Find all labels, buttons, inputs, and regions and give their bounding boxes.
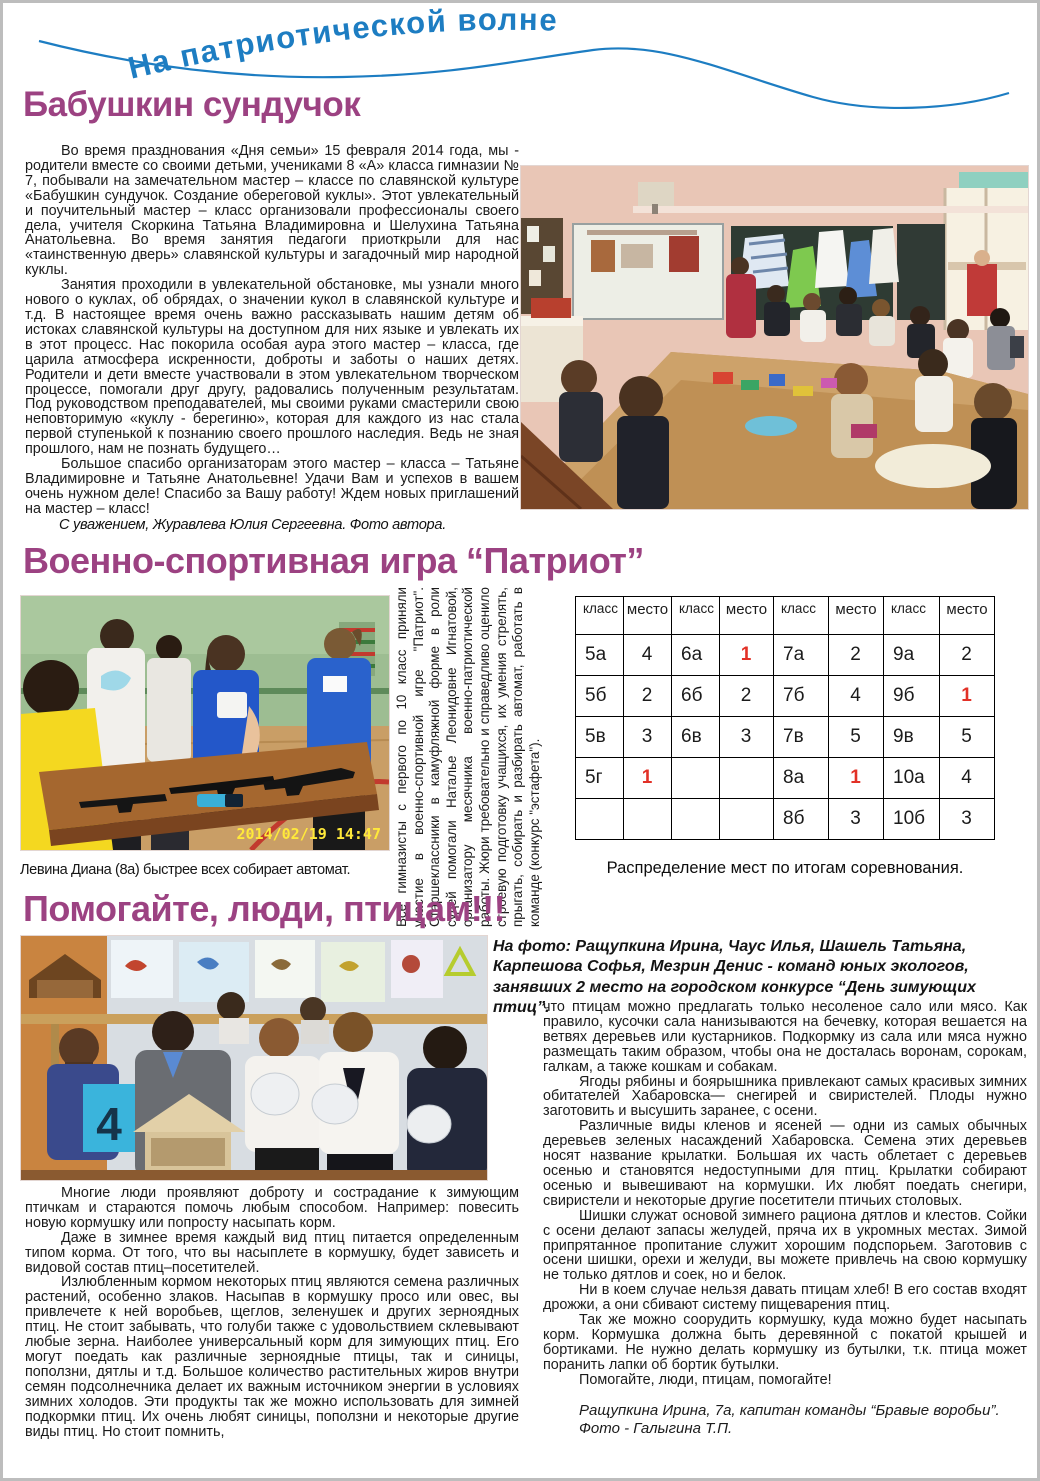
table-cell: 3 (829, 799, 884, 840)
results-table-body (576, 635, 995, 840)
paragraph: Во время празднования «Дня семьи» 15 февраля 2014 года, мы - родители вместе со своими детьми, учениками 8 «А» класса гимназии № 7, побывали на замечательном мастер – классе по славянской культуре «Бабушкин сундучок. Создание обереговой куклы». Этот увлекательный и поучительный мастер – класс организовали профессионалы своего дела, учителя Скоркина Татьяна Владимировна и Шелухина Татьяна Анатольевна. Во время занятия педагоги приоткрыли для нас «таинственную дверь» славянской культуры и загадочный мир народной куклы. (25, 144, 519, 279)
table-row (576, 635, 995, 676)
photo-bird-team-art (21, 936, 487, 1180)
photo-bird-team (20, 935, 488, 1181)
paragraph: Даже в зимнее время каждый вид птиц питается определенным типом корма. От того, что вы насыплете в кормушку, будет зависеть и видовой состав птиц–посетителей. (25, 1229, 519, 1276)
table-cell (720, 799, 774, 840)
results-table (575, 596, 995, 840)
results-table-head-row (576, 597, 995, 635)
article3-title: Помогайте, люди, птицам!!! (23, 888, 506, 929)
photo-gym-art (21, 596, 389, 850)
photo-masterclass-art (521, 166, 1028, 509)
article3-right-column (543, 1000, 1027, 1478)
table-header-cell: место (940, 597, 995, 635)
article3-signatures (543, 1402, 1027, 1439)
table-header-cell: место (829, 597, 884, 635)
signature-line: Ращупкина Ирина, 7а, капитан команды “Бравые воробьи”. (579, 1401, 1000, 1419)
table-cell: 8а (774, 758, 829, 799)
table-cell: 7а (774, 635, 829, 676)
paragraph: Большое спасибо организаторам этого мастер – класса – Татьяне Владимировне и Татьяне Анатольевне! Удачи Вам и успехов в вашем очень нужном деле! Спасибо за Вашу работу! Ждем новых приглашений на мастер – класс! (25, 456, 519, 515)
table-header-cell: класс (884, 597, 940, 635)
table-cell (576, 799, 624, 840)
table-cell: 1 (624, 758, 672, 799)
table-cell: 5а (576, 635, 624, 676)
paragraph: Так же можно соорудить кормушку, куда можно будет насыпать корм. Кормушка должна быть деревянной с покатой крышей и бортиками. Не нужно делать кормушку из бутылки, т.к. птица может поранить лапки об бортик бутылки. (543, 1312, 1027, 1373)
team-number-card: 4 (96, 1098, 122, 1150)
table-cell: 5г (576, 758, 624, 799)
table-row (576, 758, 995, 799)
sidebar-text: Все гимназисты с первого по 10 класс приняли участие в военно-спортивной игре "Патриот". Старшеклассники в камуфляжной форме в роли судей помогали Наталье Леонидовне Игнатовой, организатору месячника военно-патриотической работы. Жюри требовательно и справедливо оценило строевую подготовку учащихся, их умения стрелять, прыгать, собирать и разбирать автомат, работать в команде (конкурс "эстафета"). (394, 587, 542, 927)
table-cell: 3 (624, 717, 672, 758)
table-header-cell: класс (672, 597, 720, 635)
photo-bird-team-note: На фото: Ращупкина Ирина, Чаус Илья, Шашель Татьяна, Карпешова Софья, Мезрин Денис - команд юных экологов, занявших 2 место на городском конкурсе “День зимующих птиц”. (493, 938, 976, 1016)
table-cell: 10а (884, 758, 940, 799)
table-row (576, 799, 995, 840)
table-header-cell: класс (576, 597, 624, 635)
table-cell (624, 799, 672, 840)
table-cell: 4 (624, 635, 672, 676)
results-table-caption: Распределение мест по итогам соревнования. (606, 859, 964, 877)
table-cell: 5 (940, 717, 995, 758)
paragraph: Многие люди проявляют доброту и сострадание к зимующим птичкам и стараются помочь любым способом. Например: повесить новую кормушку или попросту насыпать корм. (25, 1186, 519, 1231)
table-row (576, 717, 995, 758)
table-cell: 2 (829, 635, 884, 676)
table-cell: 5 (829, 717, 884, 758)
masthead-slogan: На патриотической волне (124, 3, 559, 86)
paragraph: что птицам можно предлагать только несоленое сало или мясо. Как правило, кусочки сала нанизываются на бечевку, которая вешается на ветвях деревьев или кустарников. Подкормку из сала или мяса нужно размещать таким образом, чтобы она не досталась воронам, сорокам, галкам, а также кошкам и собакам. (543, 1000, 1027, 1075)
table-header-cell: место (720, 597, 774, 635)
table-cell: 7б (774, 676, 829, 717)
table-cell: 2 (720, 676, 774, 717)
paragraph: Шишки служат основой зимнего рациона дятлов и клестов. Сойки с осени делают запасы желудей, пряча их в укромных местах. Зимой припрятанное пропитание служит хорошим подспорьем. Заготовив с осени шишки, орехи и желуди, вы можете привлечь на свою кормушку не только дятлов и соек, но и белок. (543, 1207, 1027, 1284)
paragraph: Ягоды рябины и боярышника привлекают самых красивых зимних обитателей Хабаровска— снегирей и свиристелей. Плоды нужно заготовить и высушить заранее, с осени. (543, 1073, 1027, 1120)
article2-title: Военно-спортивная игра “Патриот” (23, 540, 644, 581)
table-cell: 1 (829, 758, 884, 799)
table-header-cell: место (624, 597, 672, 635)
table-cell: 6а (672, 635, 720, 676)
signature-line: Фото - Галыгина Т.П. (579, 1420, 733, 1438)
table-cell: 4 (829, 676, 884, 717)
table-cell (720, 758, 774, 799)
table-cell: 1 (720, 635, 774, 676)
table-cell: 6в (672, 717, 720, 758)
table-cell: 8б (774, 799, 829, 840)
photo-gym (20, 595, 390, 851)
paragraph: Различные виды кленов и ясеней — одни из самых обычных деревьев зеленых насаждений Хабаровска. Семена этих деревьев носят название крылатки. Большая их часть облетает с деревьев осенью и становятся недоступными для птиц. Крылатки собирают осенью и вывешивают на кормушки. Их любят поедать снегири, свиристели и некоторые другие посетители птичьих столовых. (543, 1118, 1027, 1209)
table-cell: 1 (940, 676, 995, 717)
paragraph: Излюбленным кормом некоторых птиц являются семена различных растений, особенно злаков. Насыпав в кормушку просо или овес, вы привлечете к ней воробьев, щеглов, зеленушек и других зерноядных птиц. Не стоит забывать, что голуби также с удовольствием склевывают любые зерна. Наиболее универсальный корм для зимующих птиц. Его могут поедать как различные зерноядные птицы, так и синицы, поползни, дятлы и т.д. Большое количество растительных жиров внутри семян подсолнечника делает их важным источником энергии в условиях зимних холодов. Эти продукты так же можно использовать для зимней подкормки птиц. Их очень любят синицы, поползни и некоторые другие виды птиц. Но стоит помнить, (25, 1274, 519, 1440)
article1-signature: С уважением, Журавлева Юлия Сергеевна. Фото автора. (59, 517, 446, 533)
photo-gym-caption: Левина Диана (8а) быстрее всех собирает автомат. (20, 862, 351, 878)
table-cell: 9а (884, 635, 940, 676)
article2-sidebar-rotated (394, 587, 550, 927)
table-cell: 7в (774, 717, 829, 758)
paragraph: Помогайте, люди, птицам, помогайте! (579, 1371, 832, 1388)
table-cell: 10б (884, 799, 940, 840)
table-cell: 4 (940, 758, 995, 799)
photo-masterclass (520, 165, 1029, 510)
photo-datestamp: 2014/02/19 14:47 (236, 825, 381, 843)
table-cell (672, 758, 720, 799)
article1-body (25, 144, 519, 515)
table-cell: 3 (940, 799, 995, 840)
article2-sidebar (394, 587, 550, 929)
table-cell: 5в (576, 717, 624, 758)
table-cell: 2 (940, 635, 995, 676)
table-cell (672, 799, 720, 840)
table-cell: 9б (884, 676, 940, 717)
article1-title: Бабушкин сундучок (23, 85, 361, 124)
article3-left-column (25, 1186, 519, 1476)
table-row (576, 676, 995, 717)
table-header-cell: класс (774, 597, 829, 635)
table-cell: 9в (884, 717, 940, 758)
paragraph: Занятия проходили в увлекательной обстановке, мы узнали много нового о куклах, об обрядах, о значении кукол в славянской культуре и т.д. В настоящее время очень важно рассказывать нашим детям об истоках славянской культуры на доступном для них языке и увлекать их в этот процесс. Нас покорила особая аура этого мастер – класса, где царила атмосфера искренности, доброты и заботы о наших детях. Родители и дети вместе участвовали в этом увлекательном творческом процессе, помогали друг другу, радовались полученным результатам. Под руководством преподавателей, мы своими руками смастерили свою неповторимую «куклу - берегиню», которая для каждого из нас стала первой ступенькой к познанию своего прошлого наследия. Ведь не зная прошлого, нам не познать будущего… (25, 277, 519, 458)
table-cell: 5б (576, 676, 624, 717)
table-cell: 3 (720, 717, 774, 758)
table-cell: 6б (672, 676, 720, 717)
table-cell: 2 (624, 676, 672, 717)
paragraph: Ни в коем случае нельзя давать птицам хлеб! В его состав входят дрожжи, а они сбивают систему пищеварения птиц. (543, 1282, 1027, 1314)
